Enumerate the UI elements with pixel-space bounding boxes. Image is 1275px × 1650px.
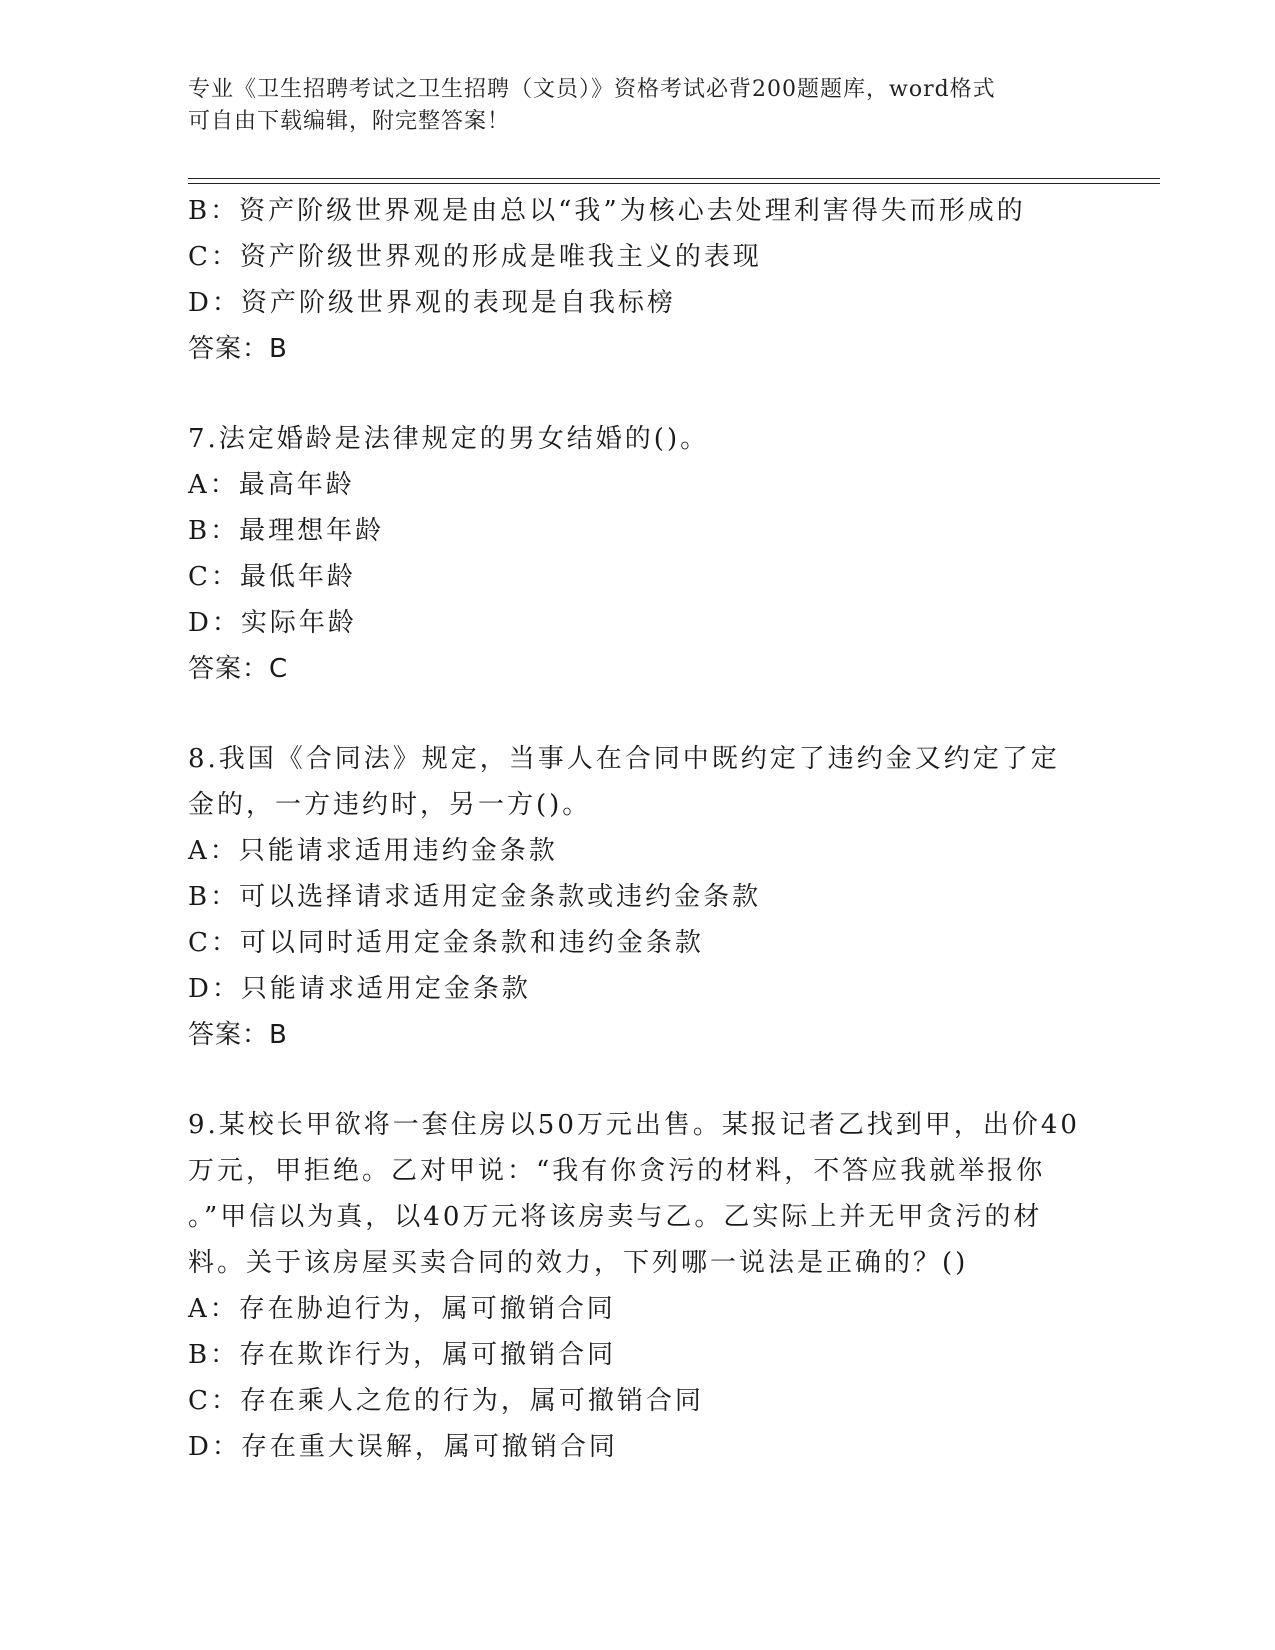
question-stem-line-4: 料。关于该房屋买卖合同的效力，下列哪一说法是正确的？() (188, 1248, 969, 1278)
option-b: B：存在欺诈行为，属可撤销合同 (188, 1340, 617, 1370)
question-9 (188, 1102, 1088, 1470)
header-line-1: 专业《卫生招聘考试之卫生招聘（文员）》资格考试必背200题题库，word格式 (188, 77, 996, 102)
question-8 (188, 736, 1088, 1058)
option-c: C：资产阶级世界观的形成是唯我主义的表现 (188, 242, 762, 272)
option-d: D：存在重大误解，属可撤销合同 (188, 1432, 618, 1462)
spacer (188, 1058, 1088, 1102)
option-c: C：最低年龄 (188, 562, 356, 592)
option-a: A：最高年龄 (188, 470, 355, 500)
answer: 答案：B (188, 1020, 288, 1050)
option-d: D：只能请求适用定金条款 (188, 974, 531, 1004)
option-a: A：存在胁迫行为，属可撤销合同 (188, 1294, 616, 1324)
answer: 答案：B (188, 334, 288, 364)
question-stem-line-2: 万元，甲拒绝。乙对甲说：“我有你贪污的材料，不答应我就举报你 (188, 1156, 1046, 1186)
question-list (188, 188, 1088, 1470)
question-stem-line-1: 8.我国《合同法》规定，当事人在合同中既约定了违约金又约定了定 (188, 744, 1060, 774)
option-c: C：可以同时适用定金条款和违约金条款 (188, 928, 704, 958)
header-line-2: 可自由下载编辑，附完整答案！ (188, 109, 511, 134)
option-b: B：可以选择请求适用定金条款或违约金条款 (188, 882, 762, 912)
option-a: A：只能请求适用违约金条款 (188, 836, 558, 866)
spacer (188, 692, 1088, 736)
header-divider-bottom (188, 183, 1160, 184)
question-stem: 7.法定婚龄是法律规定的男女结婚的()。 (188, 424, 710, 454)
answer: 答案：C (188, 654, 289, 684)
option-b: B：资产阶级世界观是由总以“我”为核心去处理利害得失而形成的 (188, 196, 1026, 226)
question-stem-line-3: 。”甲信以为真，以40万元将该房卖与乙。乙实际上并无甲贪污的材 (188, 1202, 1043, 1232)
option-c: C：存在乘人之危的行为，属可撤销合同 (188, 1386, 704, 1416)
question-stem-line-2: 金的，一方违约时，另一方()。 (188, 790, 592, 820)
question-7 (188, 416, 1088, 692)
document-header (188, 74, 1088, 138)
option-b: B：最理想年龄 (188, 516, 385, 546)
header-divider-top (188, 178, 1160, 179)
option-d: D：实际年龄 (188, 608, 357, 638)
question-stem-line-1: 9.某校长甲欲将一套住房以50万元出售。某报记者乙找到甲，出价40 (188, 1110, 1080, 1140)
option-d: D：资产阶级世界观的表现是自我标榜 (188, 288, 676, 318)
question-6-tail (188, 188, 1088, 372)
spacer (188, 372, 1088, 416)
